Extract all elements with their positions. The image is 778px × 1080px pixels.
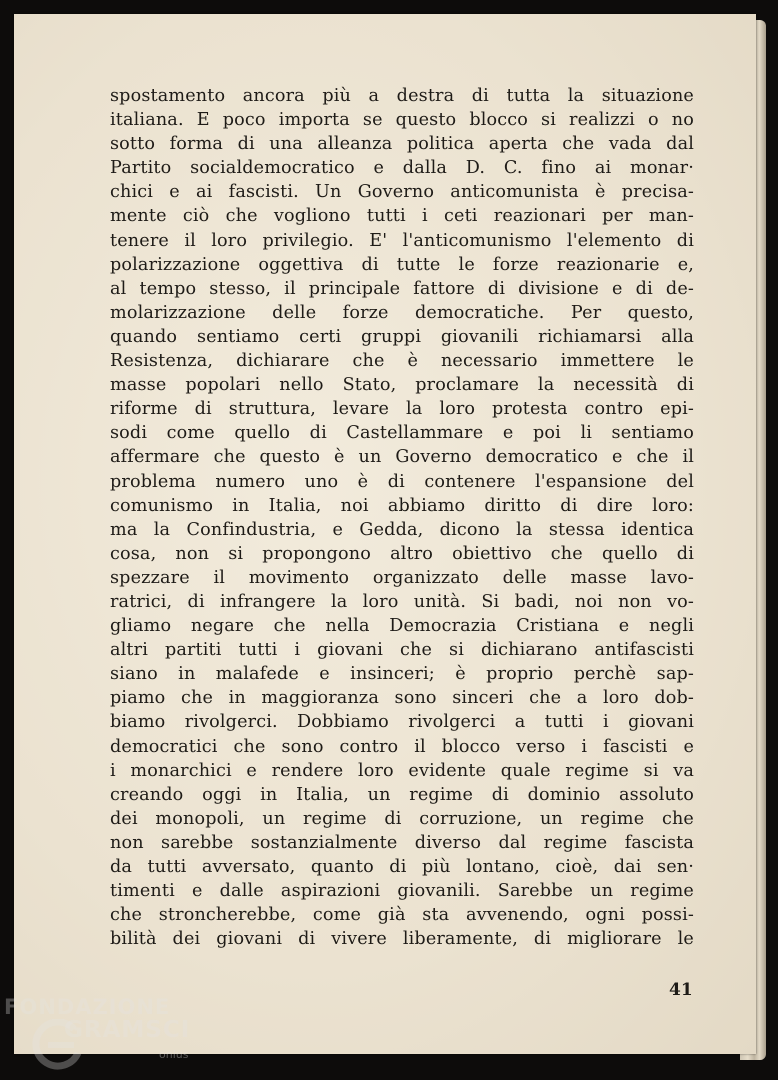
text-line: affermare che questo è un Governo democratico e che il: [110, 447, 694, 468]
watermark-line-1: FONDAZIONE: [4, 995, 171, 1019]
text-line: molarizzazione delle forze democratiche. Per questo,: [110, 302, 694, 323]
text-line: mente ciò che vogliono tutti i ceti reazionari per man-: [110, 206, 694, 227]
text-line: da tutti avversato, quanto di più lontano, cioè, dai sen·: [110, 857, 694, 877]
text-line: non sarebbe sostanzialmente diverso dal regime fascista: [110, 832, 694, 853]
text-line: ratrici, di infrangere la loro unità. Si badi, noi non vo-: [110, 591, 694, 612]
text-line: piamo che in maggioranza sono sinceri che a loro dob-: [110, 688, 694, 709]
watermark-line-2: GRAMSCI: [64, 1017, 191, 1043]
text-line: masse popolari nello Stato, proclamare la necessità di: [110, 375, 694, 396]
text-line: bilità dei giovani di vivere liberamente, di migliorare le: [110, 929, 694, 950]
text-line: dei monopoli, un regime di corruzione, un regime che: [110, 808, 694, 829]
text-line: altri partiti tutti i giovani che si dichiarano antifascisti: [110, 640, 694, 661]
text-line: democratici che sono contro il blocco verso i fascisti e: [110, 736, 694, 757]
text-line: problema numero uno è di contenere l'espansione del: [110, 471, 694, 492]
text-line: quando sentiamo certi gruppi giovanili richiamarsi alla: [110, 326, 694, 347]
page-number: 41: [669, 980, 693, 1000]
text-line: Resistenza, dichiarare che è necessario immettere le: [110, 351, 694, 372]
text-line: al tempo stesso, il principale fattore di divisione e di de-: [110, 278, 694, 299]
text-line: polarizzazione oggettiva di tutte le forze reazionarie e,: [110, 254, 694, 275]
text-line: italiana. E poco importa se questo blocco si realizzi o no: [110, 110, 694, 131]
text-line: i monarchici e rendere loro evidente quale regime si va: [110, 760, 694, 781]
text-line: gliamo negare che nella Democrazia Cristiana e negli: [110, 616, 694, 637]
text-line: cosa, non si propongono altro obiettivo che quello di: [110, 543, 694, 564]
text-line: chici e ai fascisti. Un Governo anticomunista è precisa-: [110, 182, 694, 203]
text-line: spostamento ancora più a destra di tutta la situazione: [110, 86, 694, 106]
text-line: creando oggi in Italia, un regime di dominio assoluto: [110, 784, 694, 805]
book-page: [14, 14, 756, 1054]
text-line: biamo rivolgerci. Dobbiamo rivolgerci a tutti i giovani: [110, 712, 694, 733]
text-line: che stroncherebbe, come già sta avvenendo, ogni possi-: [110, 905, 694, 926]
text-line: riforme di struttura, levare la loro protesta contro epi-: [110, 399, 694, 420]
body-text: [110, 84, 694, 951]
watermark-subtitle: onlus: [159, 1048, 189, 1061]
text-line: siano in malafede e insinceri; è proprio perchè sap-: [110, 664, 694, 685]
text-line: spezzare il movimento organizzato delle masse lavo-: [110, 567, 694, 588]
text-line: Partito socialdemocratico e dalla D. C. fino ai monar·: [110, 158, 694, 179]
text-line: tenere il loro privilegio. E' l'anticomunismo l'elemento di: [110, 230, 694, 251]
text-line: sodi come quello di Castellammare e poi li sentiamo: [110, 423, 694, 444]
text-line: comunismo in Italia, noi abbiamo diritto di dire loro:: [110, 495, 694, 516]
text-line: timenti e dalle aspirazioni giovanili. Sarebbe un regime: [110, 881, 694, 902]
text-line: ma la Confindustria, e Gedda, dicono la stessa identica: [110, 519, 694, 540]
text-line: sotto forma di una alleanza politica aperta che vada dal: [110, 134, 694, 155]
